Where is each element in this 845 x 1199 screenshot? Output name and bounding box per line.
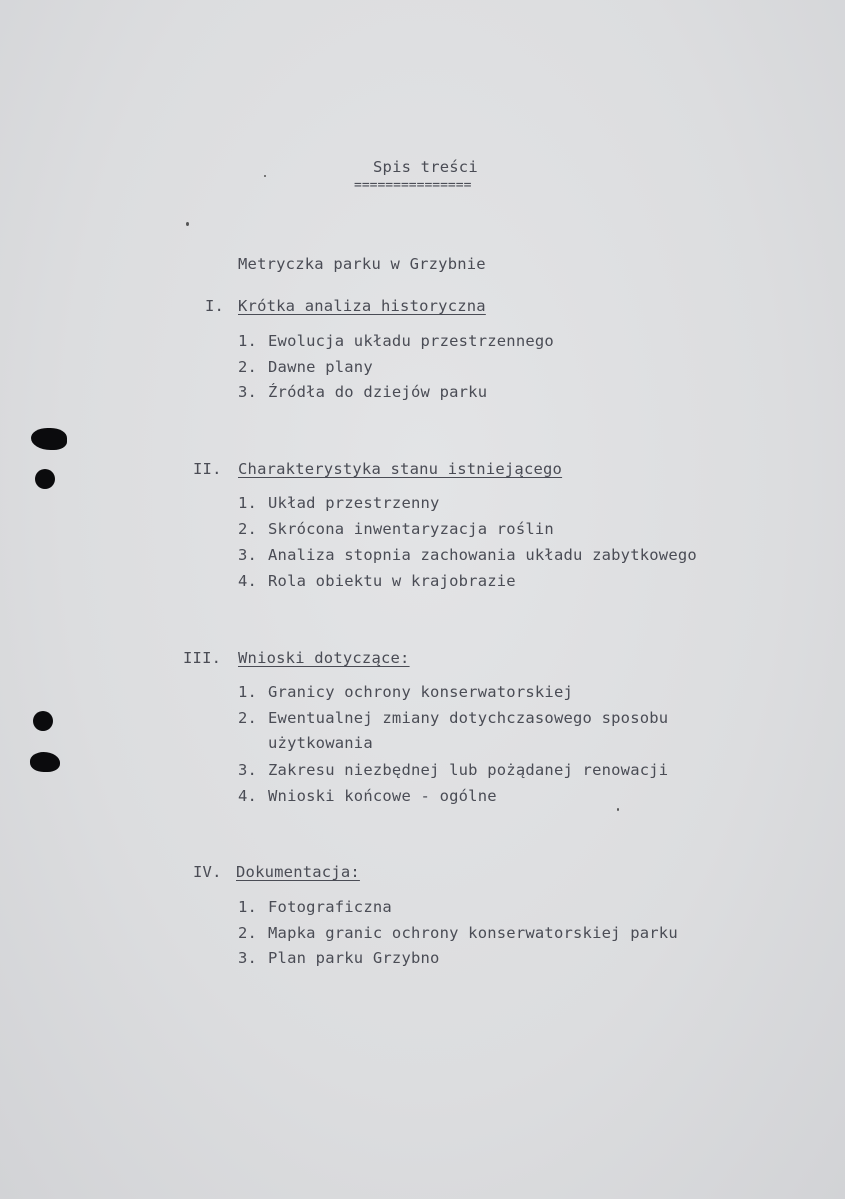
item-number: 3. [238, 383, 258, 401]
item-number: 2. [238, 709, 258, 727]
section-heading: Wnioski dotyczące: [238, 649, 410, 667]
punch-hole [30, 752, 60, 772]
item-number: 3. [238, 949, 258, 967]
item-number: 4. [238, 787, 258, 805]
item-text: Analiza stopnia zachowania układu zabytkowego [268, 546, 697, 564]
section-numeral: IV. [193, 863, 222, 881]
item-text: Granicy ochrony konserwatorskiej [268, 683, 574, 701]
item-number: 1. [238, 332, 258, 350]
item-text: Dawne plany [268, 358, 373, 376]
item-text: Ewentualnej zmiany dotychczasowego sposobu [268, 709, 669, 727]
item-text: Mapka granic ochrony konserwatorskiej parku [268, 924, 678, 942]
item-text: Źródła do dziejów parku [268, 383, 488, 401]
section-heading: Charakterystyka stanu istniejącego [238, 460, 563, 478]
item-number: 1. [238, 494, 258, 512]
section-numeral: II. [193, 460, 222, 478]
item-text: Rola obiektu w krajobrazie [268, 572, 516, 590]
page-title: Spis treści [373, 158, 478, 176]
item-text: Wnioski końcowe - ogólne [268, 787, 497, 805]
item-number: 1. [238, 683, 258, 701]
title-underline: =============== [354, 178, 472, 193]
punch-hole [35, 469, 55, 489]
item-text: Ewolucja układu przestrzennego [268, 332, 554, 350]
item-text: Plan parku Grzybno [268, 949, 440, 967]
item-text: Skrócona inwentaryzacja roślin [268, 520, 554, 538]
section-numeral: I. [205, 297, 225, 315]
section-heading: Dokumentacja: [236, 863, 360, 881]
item-number: 2. [238, 358, 258, 376]
paper-speck [186, 222, 189, 226]
item-number: 3. [238, 761, 258, 779]
item-text: Zakresu niezbędnej lub pożądanej renowacji [268, 761, 669, 779]
item-text: Fotograficzna [268, 898, 392, 916]
item-text-continuation: użytkowania [268, 734, 373, 752]
item-number: 1. [238, 898, 258, 916]
item-text: Układ przestrzenny [268, 494, 440, 512]
section-heading: Krótka analiza historyczna [238, 297, 486, 315]
item-number: 4. [238, 572, 258, 590]
punch-hole [31, 428, 67, 450]
intro-line: Metryczka parku w Grzybnie [238, 255, 486, 273]
paper-speck [264, 175, 266, 177]
paper-speck [617, 808, 619, 811]
punch-hole [33, 711, 53, 731]
item-number: 2. [238, 924, 258, 942]
item-number: 3. [238, 546, 258, 564]
section-numeral: III. [183, 649, 222, 667]
item-number: 2. [238, 520, 258, 538]
